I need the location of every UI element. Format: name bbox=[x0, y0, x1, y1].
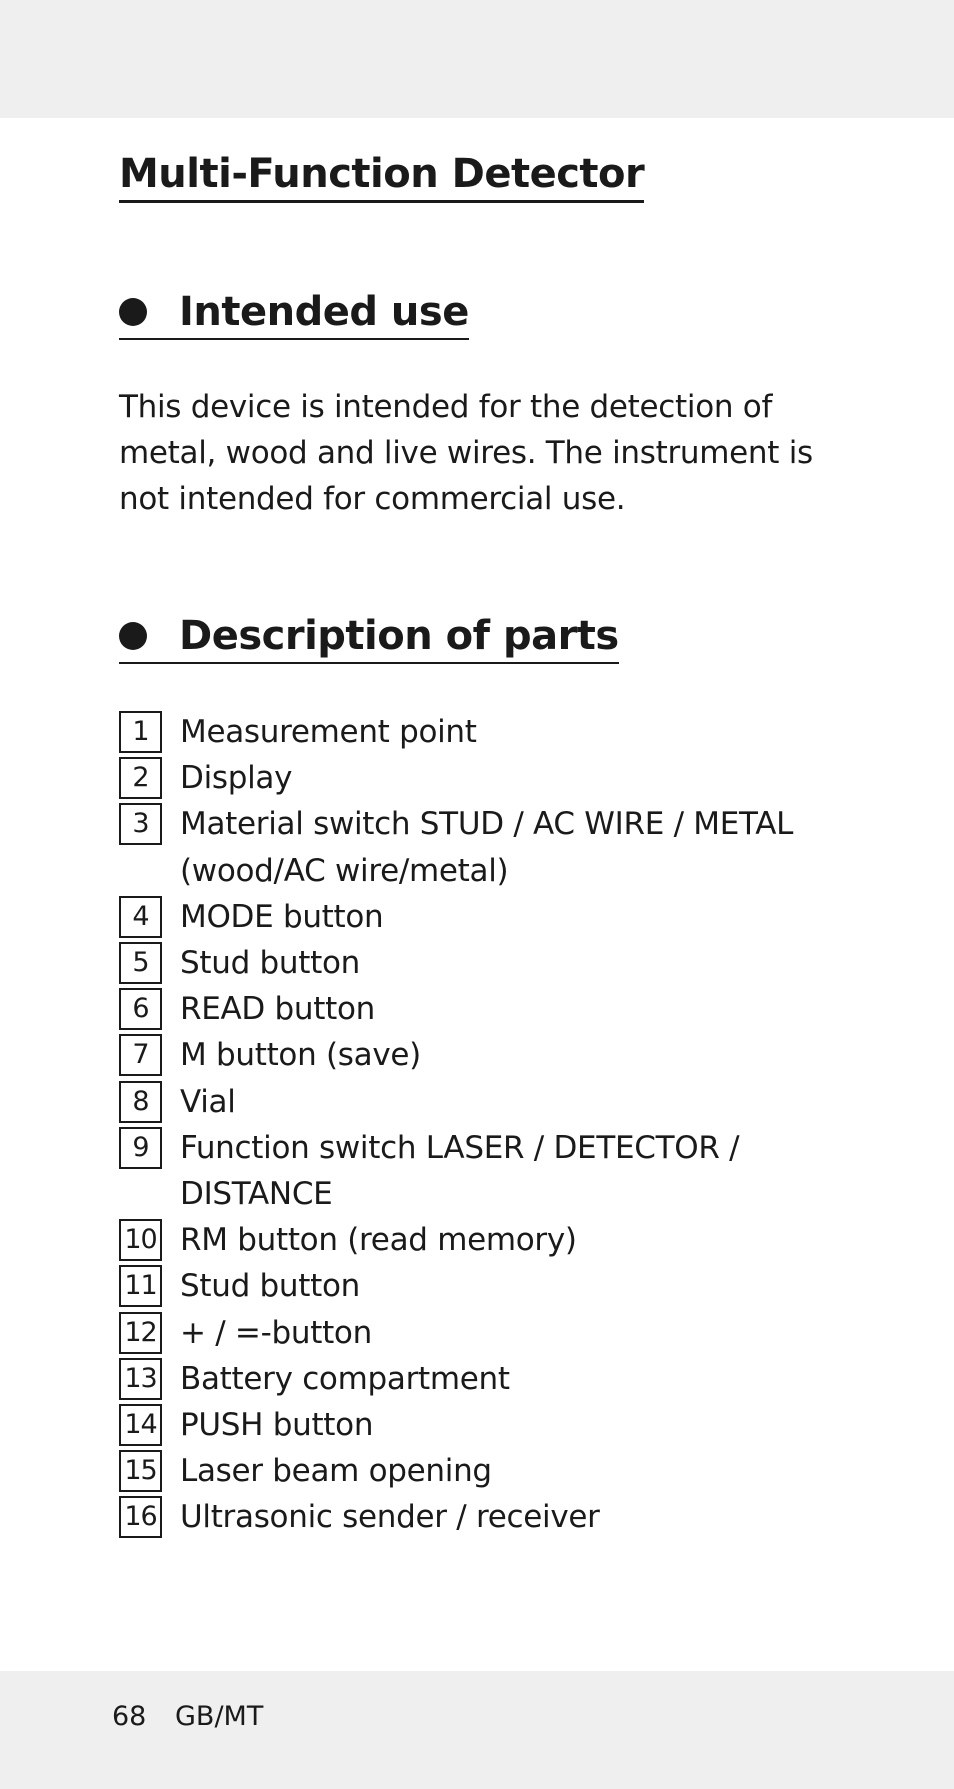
region-code: GB/MT bbox=[175, 1701, 264, 1732]
part-label: Laser beam opening bbox=[180, 1453, 492, 1490]
part-number-box: 15 bbox=[119, 1450, 162, 1492]
section-heading-description-of-parts bbox=[119, 610, 619, 664]
part-label: Measurement point bbox=[180, 714, 477, 750]
bullet-icon bbox=[119, 622, 147, 650]
part-number-box: 14 bbox=[119, 1404, 162, 1446]
list-item bbox=[119, 1125, 899, 1217]
part-label: PUSH button bbox=[180, 1407, 374, 1444]
part-label: READ button bbox=[180, 991, 376, 1028]
header-band bbox=[0, 0, 954, 118]
part-label: Ultrasonic sender / receiver bbox=[180, 1499, 600, 1536]
list-item bbox=[119, 1356, 899, 1402]
part-number-box: 3 bbox=[119, 803, 162, 845]
part-label: + / =-button bbox=[180, 1314, 372, 1351]
part-label: Material switch STUD / AC WIRE / METAL (wood/AC wire/metal) bbox=[180, 806, 794, 889]
part-number-box: 6 bbox=[119, 988, 162, 1030]
intended-use-text: This device is intended for the detection of metal, wood and live wires. The instrument is not intended for commercial use. bbox=[119, 389, 813, 517]
part-label: Display bbox=[180, 760, 293, 797]
list-item bbox=[119, 986, 899, 1032]
page-title: Multi-Function Detector bbox=[119, 148, 644, 203]
list-item bbox=[119, 1310, 899, 1356]
page-number: 68 bbox=[112, 1701, 147, 1732]
part-label: Stud button bbox=[180, 1268, 360, 1305]
part-label: M button (save) bbox=[180, 1037, 421, 1074]
part-number-box: 5 bbox=[119, 942, 162, 984]
part-number-box: 13 bbox=[119, 1358, 162, 1400]
list-item bbox=[119, 894, 899, 940]
list-item bbox=[119, 1263, 899, 1309]
section-heading-label: Intended use bbox=[179, 289, 469, 335]
part-number-box: 4 bbox=[119, 896, 162, 938]
list-item bbox=[119, 801, 899, 893]
list-item bbox=[119, 940, 899, 986]
part-number-box: 11 bbox=[119, 1265, 162, 1307]
part-number-box: 8 bbox=[119, 1081, 162, 1123]
part-number-box: 7 bbox=[119, 1034, 162, 1076]
section-heading-intended-use bbox=[119, 286, 469, 340]
section-heading-label: Description of parts bbox=[179, 613, 619, 659]
part-number-box: 10 bbox=[119, 1219, 162, 1261]
list-item bbox=[119, 1079, 899, 1125]
part-label: Battery compartment bbox=[180, 1360, 510, 1397]
part-number-box: 2 bbox=[119, 757, 162, 799]
list-item bbox=[119, 1448, 899, 1494]
list-item bbox=[119, 709, 899, 755]
bullet-icon bbox=[119, 298, 147, 326]
parts-list bbox=[119, 709, 899, 1541]
part-number-box: 12 bbox=[119, 1312, 162, 1354]
part-number-box: 9 bbox=[119, 1127, 162, 1169]
part-label: Function switch LASER / DETECTOR / DISTANCE bbox=[180, 1129, 740, 1213]
part-label: RM button (read memory) bbox=[180, 1222, 577, 1259]
list-item bbox=[119, 1032, 899, 1078]
list-item bbox=[119, 755, 899, 801]
part-label: MODE button bbox=[180, 898, 384, 935]
list-item bbox=[119, 1402, 899, 1448]
part-label: Vial bbox=[180, 1083, 236, 1120]
list-item bbox=[119, 1217, 899, 1263]
list-item bbox=[119, 1494, 899, 1540]
part-number-box: 16 bbox=[119, 1496, 162, 1538]
part-label: Stud button bbox=[180, 945, 360, 982]
part-number-box: 1 bbox=[119, 711, 162, 753]
